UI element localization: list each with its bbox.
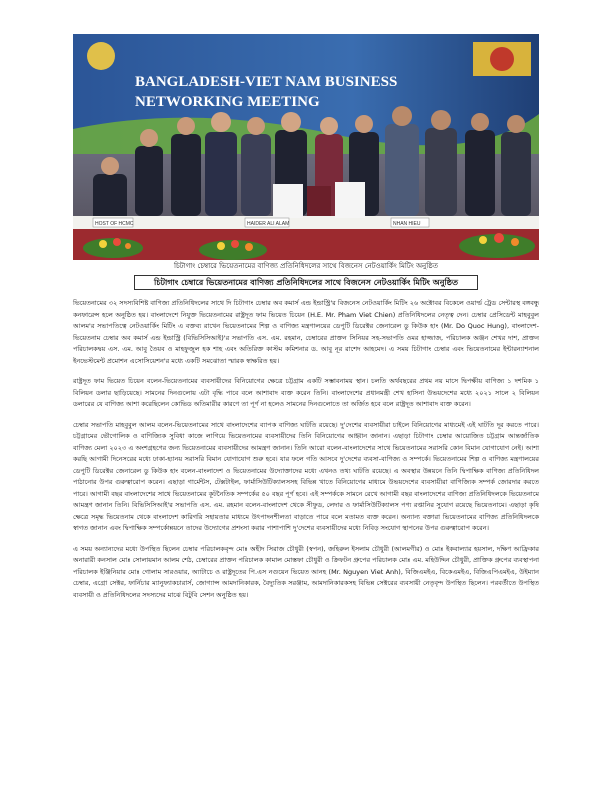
event-photo bbox=[73, 34, 539, 260]
banner-line2: NETWORKING MEETING bbox=[135, 94, 320, 110]
paragraph-3: চেম্বার সভাপতি মাহবুবুল আলম বলেন-ভিয়েতনামের সাথে বাংলাদেশের ব্যাপক বাণিজ্য ঘাটতি রয়েছে। দু'দেশের ব্যবসায়ীরা চাইলে বিনিয়োগের মাধ্যমেই এই ঘাটতি দূর করতে পারে। চট্টগ্রামের ভৌগোলিক ও বাণিজ্যিক সুবিধা কাজে লাগিয়ে ভিয়েতনামের ব্যবসায়ীদের তিনি বিনিয়োগের আহ্বান জানান। এছাড়া চিটাগাং চেম্বার আয়োজিত চট্টগ্রাম আন্তর্জাতিক বাণিজ্য মেলা ২০২৩ এ অংশগ্রহণের জন্য ভিয়েতনামের ব্যবসায়ীদের আমন্ত্রণ জানান। তিনি আরো বলেন-বাংলাদেশের সাথে ভিয়েতনামের সরাসরি কোন বিমান যোগাযোগ নেই। আশা করছি আগামী দিনেসরের মধ্যে ঢাকা-হ্যানয় সরাসরি বিমান যোগাযোগ শুরু হবে। যার ফলে গতি আসবে দু'দেশের ব্যবসা-বাণিজ্য ও সম্পর্কে। ভিয়েতনামের শিল্প ও বাণিজ্য মন্ত্রণালয়ের ডেপুটি ডিরেক্টর জেনারেল ডু কিউক হাং বলেন-বাংলাদেশ ও ভিয়েতনামের উদ্যোক্তাদের মধ্যে এখনও তথ্য ঘাটতি রয়েছে। এ অবস্থার উন্নয়নে তিনি দ্বিপাক্ষিক বাণিজ্য প্রতিনিধিদল পাঠানোর উপর গুরুত্বারোপ করেন। এছাড়া গার্মেন্টস, টেক্সটাইল, ফার্মাসিউটিক্যালসসহ বিভিন্ন খাতে বিনিয়োগের মাধ্যমে উভয়দেশের ব্যবসায়ীরা বাণিজ্যিক সম্পর্ক জোরদার করতে পারে। আগামী বছর বাংলাদেশের সাথে ভিয়েতনামের কূটনৈতিক সম্পর্কের ৫০ বছর পূর্ণ হবে। এই সম্পর্ককে সামনে রেখে আগামী বছর বাংলাদেশের বাণিজ্য প্রতিনিধিদলকে ভিয়েতনামে আমন্ত্রণ জানান তিনি। বিভিসিসিআই'র সভাপতি এস. এম. রহমান বলেন-বাংলাদেশ থেকে সীফুড, লেদার ও ফার্মাসিউটিক্যালস পণ্য রপ্তানির সুযোগ রয়েছে ভিয়েতনামে। এছাড়া কৃষি ক্ষেত্রে সমৃদ্ধ ভিয়েতনাম থেকে বাংলাদেশ কারিগরি সহায়তার মাধ্যমে উৎপাদনশীলতা বাড়াতে পারে বলে মতামত ব্যক্ত করেন। অন্যান্য বক্তারা ভিয়েতনামের বাণিজ্য প্রতিনিধিদলকে স্বাগত জানান এবং দ্বিপাক্ষিক সম্পর্কোন্নয়নে তাদের উদ্যোগের প্রশংসা করার পাশাপাশি দু'দেশের ব্যবসায়ীদের মধ্যে নিবিড় সংযোগ স্থাপনের উপর গুরুত্বারোপ করেন। bbox=[73, 420, 539, 532]
podium-mid-label: HAIDER ALI ALAM bbox=[247, 221, 290, 227]
paragraph-2: রাষ্ট্রদূত ফাম ভিয়েত চিয়েন বলেন-ভিয়েতনামের ব্যবসায়ীদের বিনিয়োগের ক্ষেত্রে চট্টগ্রাম একটি সম্ভাবনাময় স্থান। চলতি অর্থবছরের প্রথম নয় মাসে দ্বিপক্ষীয় বাণিজ্য ১ দশমিক ১ বিলিয়ন ডলার ছাড়িয়েছে। সামনের দিনগুলোয় এটা বৃদ্ধি পাবে বলে আশাবাদ ব্যক্ত করেন তিনি। বাংলাদেশের প্রধানমন্ত্রী শেখ হাসিনা উভয়দেশের মধ্যে ২০২১ সালে ২ বিলিয়ন ডলারের যে বাণিজ্য আশা করেছিলেন কোভিড অতিমারীর কারণে তা পূর্ণ না হলেও সামনের দিনগুলোতে তা অর্জিত হবে বলে রাষ্ট্রদূত আশাবাদ ব্যক্ত করেন। bbox=[73, 377, 539, 408]
paragraph-1: ভিয়েতনামের ৩২ সদস্যবিশিষ্ট বাণিজ্য প্রতিনিধিদলের সাথে দি চিটাগাং চেম্বার অব কমার্স এন্ড ইন্ডাস্ট্রি'র বিজনেস নেটওয়ার্কিং মিটিং ২৬ অক্টোবর বিকেলে ওয়ার্ল্ড ট্রেড সেন্টারস্থ বঙ্গবন্ধু কনফারেন্স হলে অনুষ্ঠিত হয়। বাংলাদেশে নিযুক্ত ভিয়েতনামের রাষ্ট্রদূত ফাম ভিয়েত চিয়েন (H.E. Mr. Pham Viet Chien) প্রতিনিধিদলের নেতৃত্ব দেন। চেম্বার প্রেসিডেন্ট মাহবুবুল আলম'র সভাপতিত্বে নেটওয়ার্কিং মিটিং এ বক্তব্য রাখেন ভিয়েতনামের শিল্প ও বাণিজ্য মন্ত্রণালয়ের ডেপুটি ডিরেক্টর জেনারেল ডু কিউক হাং (Mr. Do Quoc Hung), বাংলাদেশ-ভিয়েতনাম চেম্বার অব কমার্স এন্ড ইন্ডাস্ট্রি (বিভিসিসিআই)'র সভাপতি এস. এম. রহমান, চেম্বারের প্রাক্তন সিনিয়র সহ-সভাপতি ওমর হাজ্জাজ, পরিচালক অঞ্জন শেখর দাশ, প্রাক্তন পরিচালকদ্বয় এস. এম. আবু তৈয়ব ও মাহফুজুল হক শাহ এবং অতিরিক্ত কাস্টম কমিশনার ড. আবু নূর রাশেদ আহমেদ। এ সময় চিটাগাং চেম্বার এবং ভিয়েতনামের ইন্টারন্যাশনাল ইনভেস্টমেন্ট প্রমোশন এসোসিয়েশন'র মধ্যে একটি সমঝোতা স্মারক স্বাক্ষরিত হয়। bbox=[73, 299, 539, 365]
podium-left-label: HOST OF HCMC bbox=[95, 221, 134, 227]
photo-caption: চিটাগাং চেম্বারে ভিয়েতনামের বাণিজ্য প্রতিনিধিদলের সাথে বিজনেস নেটওয়ার্কিং মিটিং অনুষ্ঠিত bbox=[173, 262, 439, 270]
banner-line1: BANGLADESH-VIET NAM BUSINESS bbox=[135, 74, 398, 90]
paragraph-4: এ সময় অন্যান্যদের মধ্যে উপস্থিত ছিলেন চেম্বার পরিচালকবৃন্দ মোঃ অহীদ সিরাজ চৌধুরী (স্বপন), জহিরুল ইসলাম চৌধুরী (আলমগীর) ও মোঃ ইকবাল্যার হয়সাল, দক্ষিণ আফ্রিকার অনারারী কনসাল মোঃ সোলায়মান আলম শেঠ, চেম্বারের প্রাক্তন পরিচালক কামাল মোস্তফা চৌধুরী ও ক্রিফটন গ্রুপের পরিচালক মোঃ এম. মহিউদ্দিন চৌধুরী, প্রাক্তিক গ্রুপের ব্যবস্থাপনা পরিচালক ইঞ্জিনিয়ার মোঃ গোলাম সারওয়ার, অ্যাটাচে ও রাষ্ট্রদূতের পি.এস নগুয়েন ভিয়েত আনহ (Mr. Nguyen Viet Anh), বিজিএমইএ, বিকেএমইএ, বিজিএপিএমইএ, উইম্যান চেম্বার, এগ্রো সেক্টর, ফার্নিচার ম্যানুফ্যাকচারার্স, জোগ্যান্স আমদানিকারক, বৈদ্যুতিক সরঞ্জাম, আমদানিকারকসহ বিভিন্ন সেক্টরের ব্যবসায়ী নেতৃবৃন্দ উপস্থিত ছিলেন। পরবর্তীতে উপস্থিত ব্যবসায়ী ও প্রতিনিধিদলের সদস্যদের মাঝে বিটুবি সেশন অনুষ্ঠিত হয়। bbox=[73, 544, 539, 599]
podium-right-label: NHAN HIEU bbox=[393, 221, 421, 227]
article-headline: চিটাগাং চেম্বারে ভিয়েতনামের বাণিজ্য প্রতিনিধিদলের সাথে বিজনেস নেটওয়ার্কিং মিটিং অনুষ্ঠিত bbox=[134, 275, 478, 290]
chamber-logo-icon bbox=[87, 42, 115, 70]
article-body bbox=[73, 298, 539, 610]
